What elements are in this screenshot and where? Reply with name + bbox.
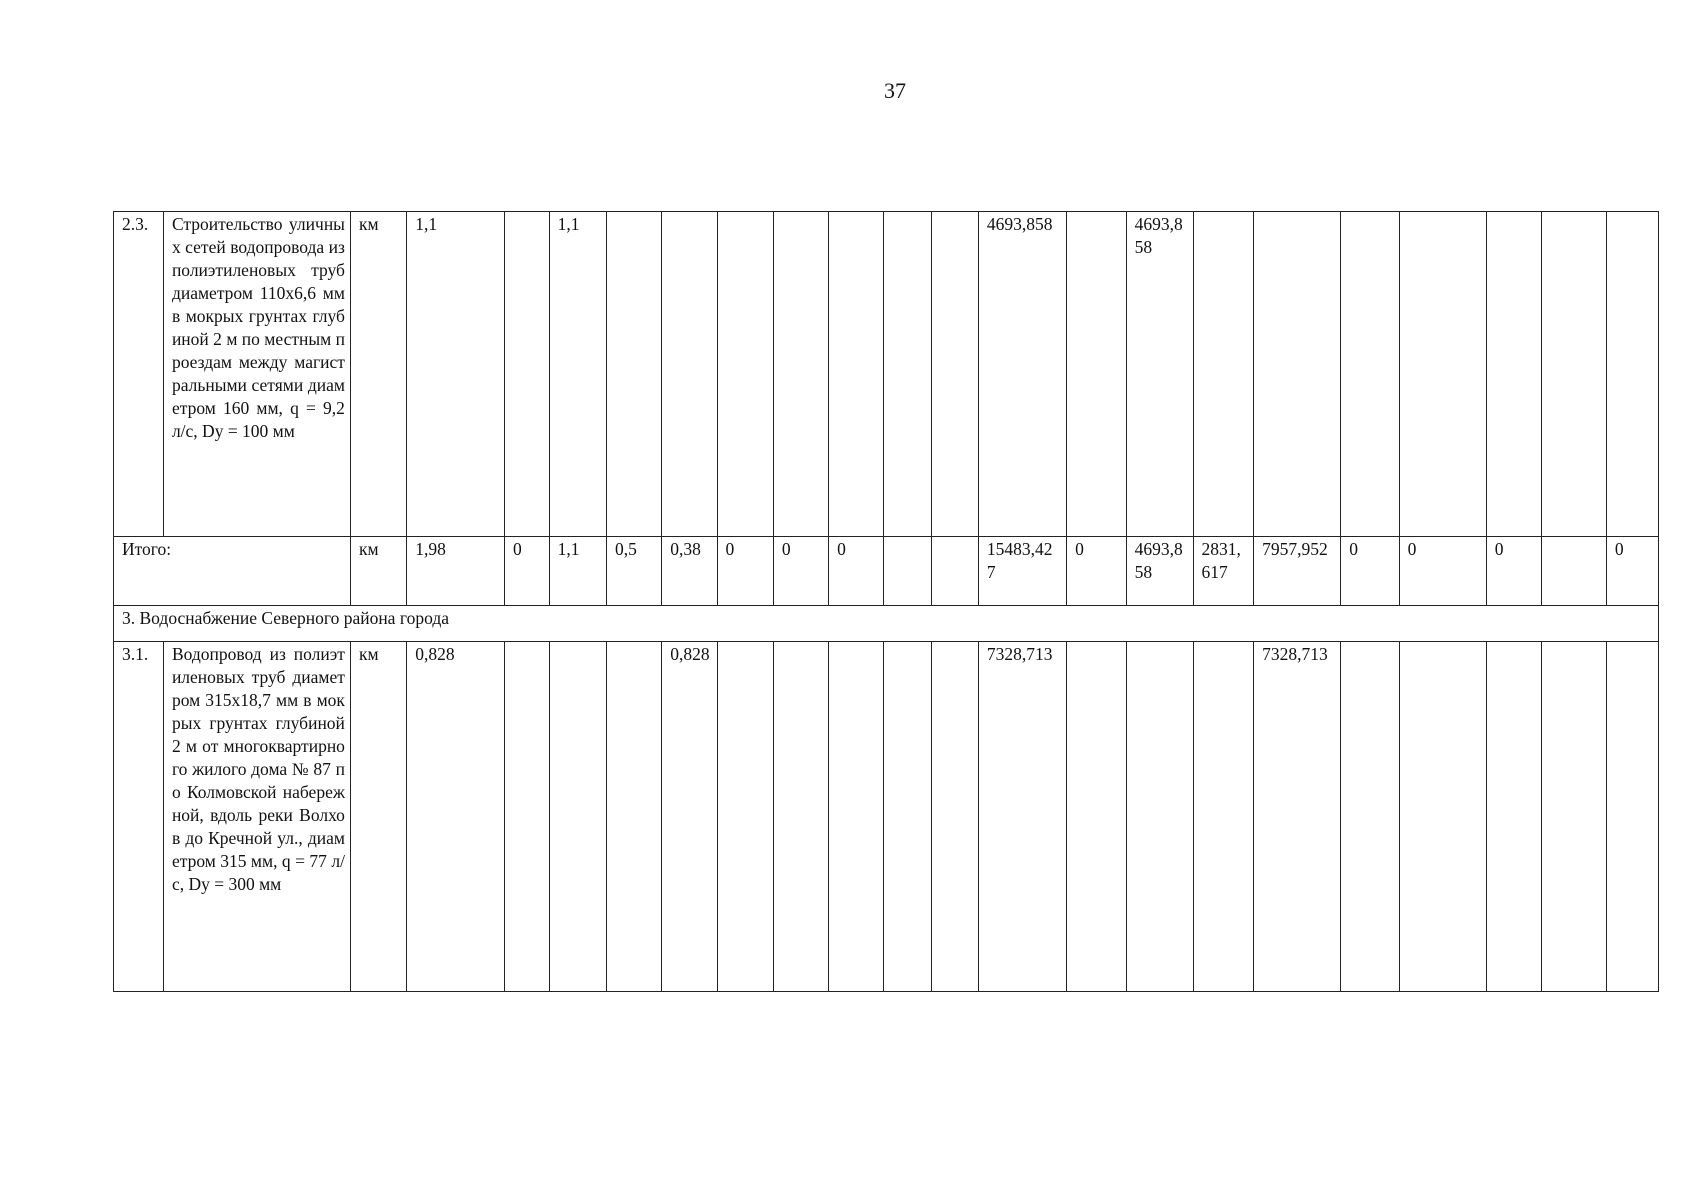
value-cell [1542, 212, 1607, 537]
value-cell [662, 212, 717, 537]
value-cell: 0 [505, 537, 550, 606]
value-cell: 4693,858 [978, 212, 1066, 537]
value-cell: 0 [1399, 537, 1486, 606]
value-cell: 1,1 [407, 212, 505, 537]
value-cell: 15483,427 [978, 537, 1066, 606]
value-cell [932, 212, 979, 537]
total-row [114, 537, 1659, 606]
value-cell [1542, 642, 1607, 992]
value-cell: 0 [1341, 537, 1399, 606]
value-cell [1341, 642, 1399, 992]
value-cell [932, 537, 979, 606]
value-cell: 0 [1067, 537, 1127, 606]
value-cell: 7957,952 [1254, 537, 1341, 606]
table-row [114, 642, 1659, 992]
value-cell: 0,828 [407, 642, 505, 992]
value-cell [505, 642, 550, 992]
value-cell [505, 212, 550, 537]
value-cell [1126, 642, 1193, 992]
value-cell [1399, 212, 1486, 537]
value-cell [717, 212, 773, 537]
table-row [114, 212, 1659, 537]
value-cell [607, 642, 662, 992]
value-cell [773, 212, 828, 537]
value-cell: 1,1 [549, 212, 606, 537]
value-cell [773, 642, 828, 992]
value-cell [884, 212, 932, 537]
row-description: Строительство уличных сетей водопровода из полиэтиленовых труб диаметром 110х6,6 мм в мокрых грунтах глубиной 2 м по местным проездам между магистральными сетями диаметром 160 мм, q = 9,2 л/с, Dy = 100 мм [163, 212, 350, 537]
value-cell [1486, 642, 1541, 992]
value-cell [884, 537, 932, 606]
value-cell: 0 [717, 537, 773, 606]
value-cell: 1,98 [407, 537, 505, 606]
row-number: 2.3. [114, 212, 164, 537]
unit-cell: км [350, 642, 406, 992]
value-cell [1542, 537, 1607, 606]
value-cell [1193, 642, 1254, 992]
unit-cell: км [350, 212, 406, 537]
page-number: 37 [884, 78, 906, 103]
value-cell: 4693,858 [1126, 537, 1193, 606]
unit-cell: км [350, 537, 406, 606]
value-cell [1399, 642, 1486, 992]
value-cell: 0 [773, 537, 828, 606]
value-cell [829, 642, 884, 992]
row-number: 3.1. [114, 642, 164, 992]
value-cell: 0 [1486, 537, 1541, 606]
value-cell: 1,1 [549, 537, 606, 606]
value-cell: 0,5 [607, 537, 662, 606]
row-description: Водопровод из полиэтиленовых труб диаметром 315х18,7 мм в мокрых грунтах глубиной 2 м от многоквартирного жилого дома № 87 по Колмовской набережной, вдоль реки Волхов до Кречной ул., диаметром 315 мм, q = 77 л/с, Dy = 300 мм [163, 642, 350, 992]
value-cell [1067, 212, 1127, 537]
value-cell [884, 642, 932, 992]
value-cell [1606, 212, 1658, 537]
value-cell [1341, 212, 1399, 537]
value-cell [1486, 212, 1541, 537]
value-cell [1193, 212, 1254, 537]
value-cell: 4693,858 [1126, 212, 1193, 537]
total-label: Итого: [114, 537, 351, 606]
value-cell [549, 642, 606, 992]
value-cell [1606, 642, 1658, 992]
value-cell [932, 642, 979, 992]
value-cell: 2831,617 [1193, 537, 1254, 606]
value-cell [1067, 642, 1127, 992]
value-cell [607, 212, 662, 537]
value-cell [717, 642, 773, 992]
value-cell: 0 [829, 537, 884, 606]
value-cell: 0 [1606, 537, 1658, 606]
value-cell: 7328,713 [1254, 642, 1341, 992]
section-title: 3. Водоснабжение Северного района города [114, 606, 1659, 642]
value-cell [1254, 212, 1341, 537]
value-cell: 7328,713 [978, 642, 1066, 992]
value-cell: 0,828 [662, 642, 717, 992]
infrastructure-table [113, 211, 1659, 992]
value-cell [829, 212, 884, 537]
value-cell: 0,38 [662, 537, 717, 606]
section-row [114, 606, 1659, 642]
